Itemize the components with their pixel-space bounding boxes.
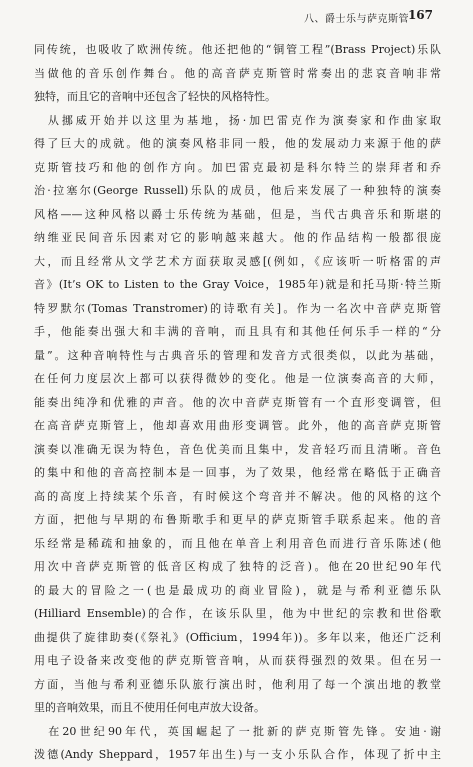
text-line: 用次中音萨克斯管的低音区构成了独特的泛音)。他在20世纪90年代 xyxy=(34,560,441,573)
text-line: 得了巨大的成就。他的演奏风格非同一般，他的发展动力来源于他的萨 xyxy=(34,137,441,150)
text-line: 方面，把他与早期的布鲁斯歌手和更早的萨克斯管手联系起来。他的音 xyxy=(34,513,441,526)
text-line: 手，他能奏出强大和丰满的音响，而且具有和其他任何乐手一样的“分 xyxy=(34,325,441,338)
text-line: 量”。这种音响特性与古典音乐的管理和发音方式很类似，以此为基础， xyxy=(34,348,441,362)
text-line: 大，而且经常从文学艺术方面获取灵感[(例如，《应该听一听格雷的声 xyxy=(34,254,441,268)
text-line: 从挪威开始并以这里为基地，扬·加巴雷克作为演奏家和作曲家取 xyxy=(34,113,441,127)
text-line: 里的音响效果，而且不使用任何电声放大设备。 xyxy=(34,701,265,714)
running-header xyxy=(0,8,473,26)
text-line: 在20世纪90年代，英国崛起了一批新的萨克斯管先锋。安迪·谢 xyxy=(34,724,441,738)
text-line: 在任何力度层次上都可以获得微妙的变化。他是一位演奏高音的大师， xyxy=(34,372,441,385)
text-line: 曲提供了旋律助奏(《祭礼》(Officium，1994年))。多年以来，他还广泛利 xyxy=(34,630,441,644)
text-line: (Hilliard Ensemble)的合作，在该乐队里，他为中世纪的宗教和世俗歌 xyxy=(34,607,441,620)
text-line: 独特，而且它的音响中还包含了轻快的风格特性。 xyxy=(34,90,276,103)
text-line: 纳维亚民间音乐因素对它的影响越来越大。他的作品结构一般都很庞 xyxy=(34,231,441,244)
text-line: 方面，当他与希利亚德乐队旅行演出时，他利用了每一个演出地的教堂 xyxy=(34,677,441,691)
text-line: 克斯管技巧和他的创作方向。加巴雷克最初是科尔特兰的崇拜者和乔 xyxy=(34,160,441,174)
text-line: 同传统，也吸收了欧洲传统。他还把他的“铜管工程”(Brass Project)乐队 xyxy=(34,43,441,56)
text-line: 演奏以准确无误为特色，音色优美而且集中，发音轻巧而且清晰。音色 xyxy=(34,442,441,456)
body-text xyxy=(34,38,441,767)
text-line: 乐经常是稀疏和抽象的，而且他在单音上利用音色而进行音乐陈述(他 xyxy=(34,536,441,550)
text-line: 泼德(Andy Sheppard，1957年出生)与一支小乐队合作，体现了折中主 xyxy=(34,748,441,761)
text-line: 用电子设备来改变他的萨克斯管音响，从而获得强烈的效果。但在另一 xyxy=(34,654,441,667)
text-line: 当做他的音乐创作舞台。他的高音萨克斯管时常奏出的悲哀音响非常 xyxy=(34,66,441,80)
text-line: 特罗默尔(Tomas Transtromer)的诗歌有关]。作为一名次中音萨克斯管 xyxy=(34,301,441,315)
text-line: 的最大的冒险之一(也是最成功的商业冒险)，就是与希利亚德乐队 xyxy=(34,583,441,597)
text-line: 治·拉塞尔(George Russell)乐队的成员，他后来发展了一种独特的演奏 xyxy=(34,184,441,197)
text-line: 在高音萨克斯管上，他却喜欢用曲形变调管。此外，他的高音萨克斯管 xyxy=(34,419,441,432)
page-number: 167 xyxy=(407,8,433,22)
text-line: 高的高度上持续某个乐音，有时候这个弯音并不解决。他的风格的这个 xyxy=(34,489,441,503)
text-line: 音》(It’s OK to Listen to the Gray Voice，1985年)就是和托马斯·特兰斯 xyxy=(34,278,441,291)
text-line: 的集中和他的音高控制本是一回事，为了效果，他经常在略低于正确音 xyxy=(34,466,441,479)
text-line: 能奏出纯净和优雅的声音。他的次中音萨克斯管有一个直形变调管，但 xyxy=(34,395,441,409)
text-line: 风格——这种风格以爵士乐传统为基础，但是，当代古典音乐和斯堪的 xyxy=(34,207,441,221)
chapter-title: 八、爵士乐与萨克斯管 xyxy=(304,14,409,25)
